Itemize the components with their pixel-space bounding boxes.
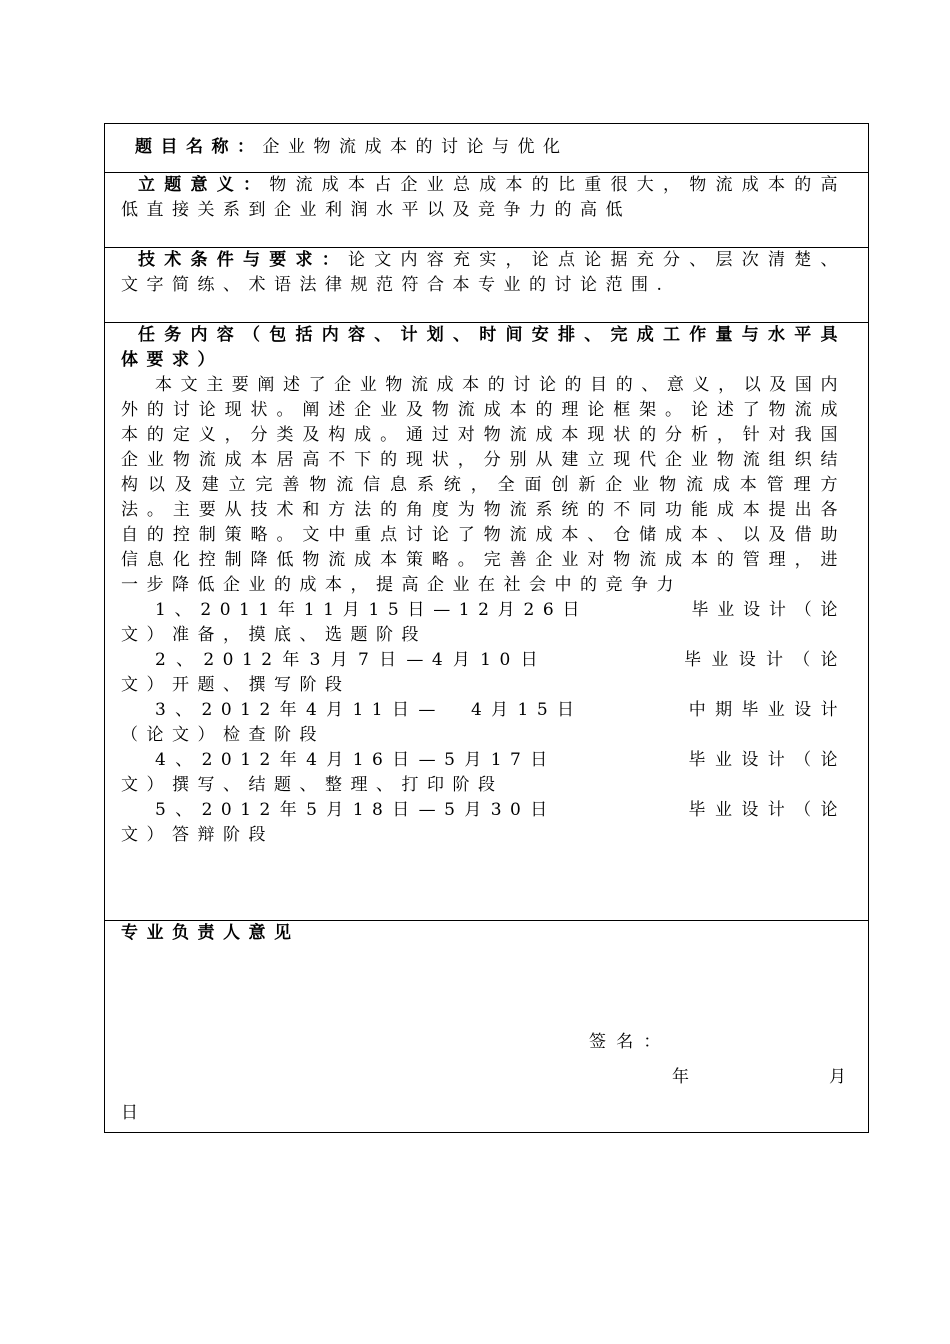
schedule-item-3: 3、2012年4月11日— 4月15日 中期毕业设计（论文）检查阶段 (121, 700, 846, 745)
schedule-item-2: 2、2012年3月7日—4月10日 毕业设计（论文）开题、撰写阶段 (121, 650, 846, 695)
purpose-row (105, 173, 868, 248)
year-label: 年 (672, 1067, 689, 1087)
task-content: 本文主要阐述了企业物流成本的讨论的目的、意义，以及国内外的讨论现状。阐述企业及物流成本的理论框架。论述了物流成本的定义，分类及构成。通过对物流成本现状的分析，针对我国企业物流成本居高不下的现状，分别从建立现代企业物流组织结构以及建立完善物流信息系统，全面创新企业物流成本管理方法。主要从技术和方法的角度为物流系统的不同功能成本提出各自的控制策略。文中重点讨论了物流成本、仓储成本、以及借助信息化控制降低物流成本策略。完善企业对物流成本的管理，进一步降低企业的成本，提高企业在社会中的竞争力 (121, 375, 846, 595)
day-label: 日 (121, 1103, 138, 1123)
opinion-label: 专业负责人意见 (121, 923, 300, 943)
title-value: 企业物流成本的讨论与优化 (262, 137, 569, 157)
opinion-row (105, 921, 868, 1132)
tech-row (105, 248, 868, 323)
schedule-item-1: 1、2011年11月15日—12月26日 毕业设计（论文）准备，摸底、选题阶段 (121, 600, 846, 645)
schedule-item-5: 5、2012年5月18日—5月30日 毕业设计（论文）答辩阶段 (121, 800, 846, 845)
month-label: 月 (829, 1067, 846, 1087)
tech-value: 论文内容充实，论点论据充分、层次清楚、文字简练、术语法律规范符合本专业的讨论范围. (121, 250, 846, 295)
task-form-table (104, 123, 869, 1133)
purpose-value: 物流成本占企业总成本的比重很大，物流成本的高低直接关系到企业利润水平以及竞争力的高低 (121, 175, 846, 220)
purpose-label: 立题意义： (138, 175, 270, 195)
task-label: 任务内容（包括内容、计划、时间安排、完成工作量与水平具体要求） (121, 325, 846, 370)
title-row (105, 124, 868, 173)
task-row (105, 323, 868, 921)
title-label: 题目名称： (135, 137, 263, 157)
tech-label: 技术条件与要求： (138, 250, 348, 270)
signature-label: 签名： (589, 1032, 671, 1052)
schedule-item-4: 4、2012年4月16日—5月17日 毕业设计（论文）撰写、结题、整理、打印阶段 (121, 750, 846, 795)
